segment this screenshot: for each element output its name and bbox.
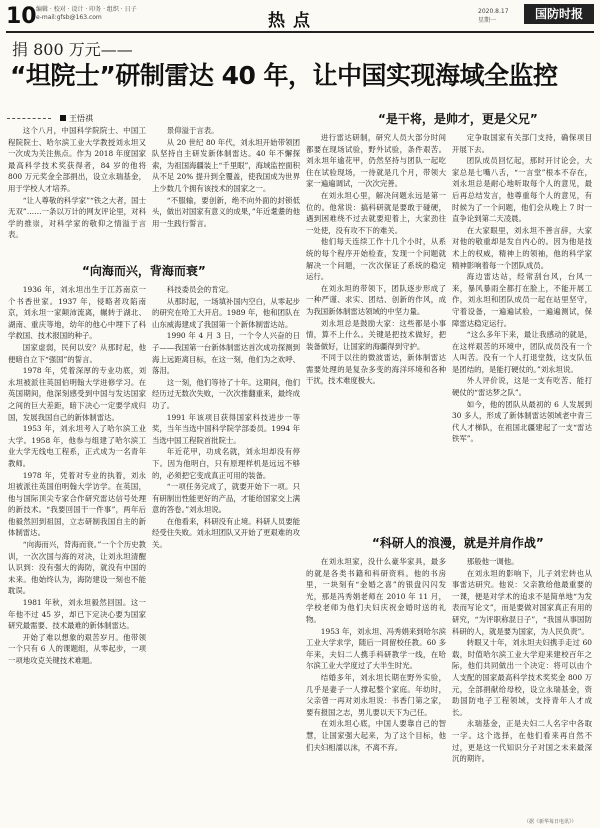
subheading-2: “是干将，是帅才，更是父兄” — [378, 112, 538, 126]
article-column-4 — [452, 132, 592, 527]
article-column-1 — [8, 125, 146, 250]
paragraph: 刘永坦总是鼓励大家：这些都是小事情，算不上什么。关键是把技术做好，把装备做好，让国家的海疆得到守护。 — [306, 318, 446, 351]
paragraph: 从 20 世纪 80 年代，刘永坦开始带领团队坚持自主研发新体制雷达。40 年不懈探索，为祖国海疆装上“千里眼”，海域监控面积从不足 20% 提升到全覆盖，使我国成为世界上少数几个拥有该技术的国家之一。 — [152, 137, 300, 193]
paragraph: 1978 年，凭着深厚的专业功底，刘永坦被派往英国伯明翰大学进修学习。在英国期间，他深刻感受到中国与发达国家之间的巨大差距，暗下决心一定要学成归国，发展我国自己的新体制雷达。 — [8, 366, 146, 422]
paragraph: “不服输，要创新，绝不向外面的封锁低头，做出对国家有意义的成果，”年近耄耋的他用一生践行誓言。 — [152, 195, 300, 228]
article-column-4b — [452, 556, 592, 812]
paragraph: 在刘永坦心底，中国人要靠自己的智慧，让国家强大起来，为了这个目标，他们夫妇相濡以沫，不离不弃。 — [306, 719, 446, 752]
paragraph: 如今，他的团队从最初的 6 人发展到 30 多人，形成了新体制雷达领域老中青三代人才梯队，在祖国北疆建起了一支“雷达铁军”。 — [452, 399, 592, 444]
paragraph: 1981 年秋，刘永坦毅然回国。这一年他不过 45 岁，却已下定决心要为国家研究最需要、技术最难的新体制雷达。 — [8, 598, 146, 631]
header-email: e-mail:gfsb@163.com — [36, 14, 102, 21]
paragraph: 那般他一调他。 — [466, 557, 519, 566]
paragraph: 这一刻，他们等待了十年。这期间，他们经历过无数次失败，一次次推翻重来，最终成功了。 — [152, 377, 300, 410]
paragraph: 定争取国家有关部门支持，确保项目开展下去。 — [452, 133, 592, 154]
paragraph: 转眼又十年，刘永坦夫妇携手走过 60 载，时值哈尔滨工业大学迎来建校百年之际，他们共同做出一个决定：将可以由个人支配的国家最高科学技术奖奖金 800 万元，全部捐献给母校，设立永瑞基金，资助国防电子工程领域，支持青年人才成长。 — [452, 638, 592, 717]
paragraph: 1991 年该项目获得国家科技进步一等奖，当年当选中国科学院学部委员。1994 年当选中国工程院首批院士。 — [152, 412, 300, 445]
article-kicker: 捐 800 万元—— — [12, 40, 133, 59]
bullet-icon — [60, 115, 66, 121]
paragraph: 永瑞基金，正是夫妇二人名字中各取一字。这个选择，在他们看来再自然不过，更是这一代知识分子对国之未来最深沉的期许。 — [452, 719, 592, 764]
author-name: 王悟祺 — [69, 114, 93, 123]
paragraph: 进行雷达研制，研究人员大部分时间都要在现场试验，野外试验，条件艰苦。刘永坦年逾花甲，仍然坚持与团队一起吃住在试验现场，一待就是几个月，带领大家一遍遍调试，一次次完善。 — [306, 133, 446, 189]
header-divider — [6, 31, 594, 33]
paragraph: “这么多年下来，最让我感动的就是，在这样艰苦的环境中，团队成员没有一个人叫苦。没有一个人打退堂鼓，这支队伍是团结的，是能打硬仗的。”刘永坦说。 — [452, 330, 592, 374]
newspaper-logo: 国防时报 — [524, 4, 594, 24]
issue-date — [478, 7, 509, 25]
article-headline: “坦院士”研制雷达 40 年，让中国实现海域全监控 — [10, 61, 558, 90]
paragraph: 外人评价说，这是一支有吃苦、能打硬仗的“雷达梦之队”。 — [452, 376, 592, 398]
header-info — [36, 6, 137, 22]
subheading-1: “向海而兴，背海而衰” — [82, 264, 206, 278]
paragraph: 在刘永坦的带领下，团队逐步形成了一种严谨、求实、团结、创新的作风，成为我国新体制雷达领域的中坚力量。 — [306, 283, 446, 316]
masthead — [0, 0, 600, 30]
article-column-1b — [8, 284, 146, 818]
article-column-2b — [152, 284, 300, 818]
paragraph: 不同于以往的微波雷达，新体制雷达需要处理的是复杂多变的海洋环境和各种干扰，技术难度极大。 — [306, 353, 446, 386]
weekday-text: 星期一 — [478, 17, 497, 24]
paragraph: 在刘永坦的影响下，儿子刘宏转也从事雷达研究。他说：父亲教给他最重要的一课，便是对学术的追求不是简单地“为发表而写论文”，而是要做对国家真正有用的研究，“为评职称混日子”，“我国从事国防科研的人，就是要为国家，为人民负责”。 — [452, 568, 592, 636]
article-column-3b — [306, 556, 446, 818]
paragraph: 景仰溢于言表。 — [166, 126, 219, 135]
paragraph: 团队成员回忆起，那时开讨论会，大家总是七嘴八舌，“一言堂”根本不存在，刘永坦总是耐心地听取每个人的意见，最后再总结发言，他尊重每个人的意见，有时候为了一个问题，他们会从晚上 7 时一直争论到第二天凌晨。 — [452, 156, 592, 224]
paragraph: 国家虚弱，民何以安？从那时起，他便暗自立下“强国”的誓言。 — [8, 342, 146, 364]
article-column-2 — [152, 125, 300, 250]
paragraph: 1990 年 4 月 3 日，一个令人兴奋的日子——我国第一台新体制雷达首次成功探测到海上远距离目标，在这一刻，他们为之欢呼、落泪。 — [152, 331, 300, 376]
paragraph: “一项任务完成了，就要开始下一项。只有研制出性能更好的产品，才能给国家交上满意的答卷。”刘永坦说。 — [152, 482, 300, 515]
paragraph: 1978 年，凭着对专业的执着，刘永坦被派往英国伯明翰大学访学。在英国，他与国际顶尖专家合作研究雷达信号处理的新技术。“我要回国干一件事”，两年后他毅然回到祖国，立志研制我国自主的新体制雷达。 — [8, 470, 146, 538]
subheading-3: “科研人的浪漫，就是并肩作战” — [372, 536, 544, 550]
paragraph: 他们每天连续工作十几个小时，从系统的每个程序开始检查，发现一个问题就解决一个问题，一次次保证了系统的稳定运行。 — [306, 237, 446, 282]
paragraph: 1953 年，刘永坦考入了哈尔滨工业大学。1958 年，他参与组建了哈尔滨工业大学无线电工程系，正式成为一名青年教师。 — [8, 424, 146, 468]
paragraph: 这个八月，中国科学院院士、中国工程院院士、哈尔滨工业大学教授刘永坦又一次成为关注焦点。作为 2018 年度国家最高科学技术奖获得者，84 岁的他将 800 万元奖金全部捐出，设立永瑞基金，用于学校人才培养。 — [8, 126, 146, 193]
paragraph: 开始了难以想象的艰苦岁月。他带领一个只有 6 人的课题组，从零起步，一项一项地攻克关键技术难题。 — [8, 632, 146, 665]
page-number: 10 — [6, 4, 37, 29]
byline — [60, 113, 93, 124]
paragraph: 1936 年，刘永坦出生于江苏南京一个书香世家。1937 年，侵略者攻陷南京，刘永坦一家颠沛流离，辗转于湖北、湖南、重庆等地，幼年的他心中埋下了科学救国、技术报国的种子。 — [8, 285, 146, 341]
paragraph: 在刘永坦心里，解决问题永远是第一位的。他常说：搞科研就是要敢于碰硬，遇到困难绕不过去就要迎着上，大家劲往一处使，没有攻不下的难关。 — [306, 190, 446, 235]
source-credit: （据《新华每日电讯》） — [524, 819, 577, 825]
paragraph: “让人尊敬的科学家”“铁之大者，国士无双”……一条以万计的网友评论里，对科学的推崇，对科学家的敬仰之情溢于言表。 — [8, 195, 146, 240]
paragraph: 1953 年，刘永坦、冯秀娟来到哈尔滨工业大学求学，随后一同留校任教。60 多年来，夫妇二人携手科研教学一线，在哈尔滨工业大学度过了大半生时光。 — [306, 626, 446, 671]
paragraph: 结婚多年，刘永坦长期在野外实验，几乎是妻子一人撑起整个家庭。年幼时，父亲曾一再对刘永坦说：书香门第之家，要有报国之志，男儿要以天下为己任。 — [306, 672, 446, 717]
paragraph: 科技委员会的肯定。 — [166, 285, 234, 294]
date-text: 2020.8.17 — [478, 8, 509, 15]
paragraph: 从那时起，一场填补国内空白，从零起步的研究在哈工大开启。1989 年，他和团队在山东威海建成了我国第一个新体制雷达站。 — [152, 296, 300, 329]
paragraph: “向海而兴，背海而衰。”一个个历史教训，一次次国与海的对决，让刘永坦清醒认识到：没有强大的海防，就没有中国的未来。他始终认为，海防建设一刻也不能耽误。 — [8, 540, 146, 596]
paragraph: 年近花甲，功成名就，刘永坦却没有停下。因为他明白，只有原理样机是远远不够的，必须把它变成真正可用的装备。 — [152, 447, 300, 480]
section-title: 热点 — [268, 11, 318, 31]
divider — [7, 118, 51, 119]
paragraph: 在他看来，科研没有止境。科研人员要能经受住失败。刘永坦团队又开始了更艰难的攻关。 — [152, 516, 300, 550]
header-info-line1: 编辑 · 校对 · 设计 · 印务 · 组织 · 日子 — [36, 6, 137, 13]
article-column-3 — [306, 132, 446, 527]
paragraph: 在大家眼里，刘永坦不善言辞，大家对他的敬重却是发自内心的。因为他是技术上的权威，精神上的领袖，他的科学家精神影响着每一个团队成员。 — [452, 225, 592, 270]
paragraph: 在刘永坦家，没什么豪华家具，最多的就是各类书籍和科研资料。他的书房里，一块刻有“金婚之喜”的银盘闪闪发光，那是冯秀娟老师在 2010 年 11 月，学校老师为他们夫妇庆祝金婚时送的礼物。 — [306, 557, 446, 624]
paragraph: 海边雷达站，经常刮台风，台风一来，暴风暴雨全都打在脸上，不能开展工作，刘永坦和团队成员一起在站里坚守，守着设备，一遍遍试验，一遍遍测试，保障雷达稳定运行。 — [452, 272, 592, 328]
